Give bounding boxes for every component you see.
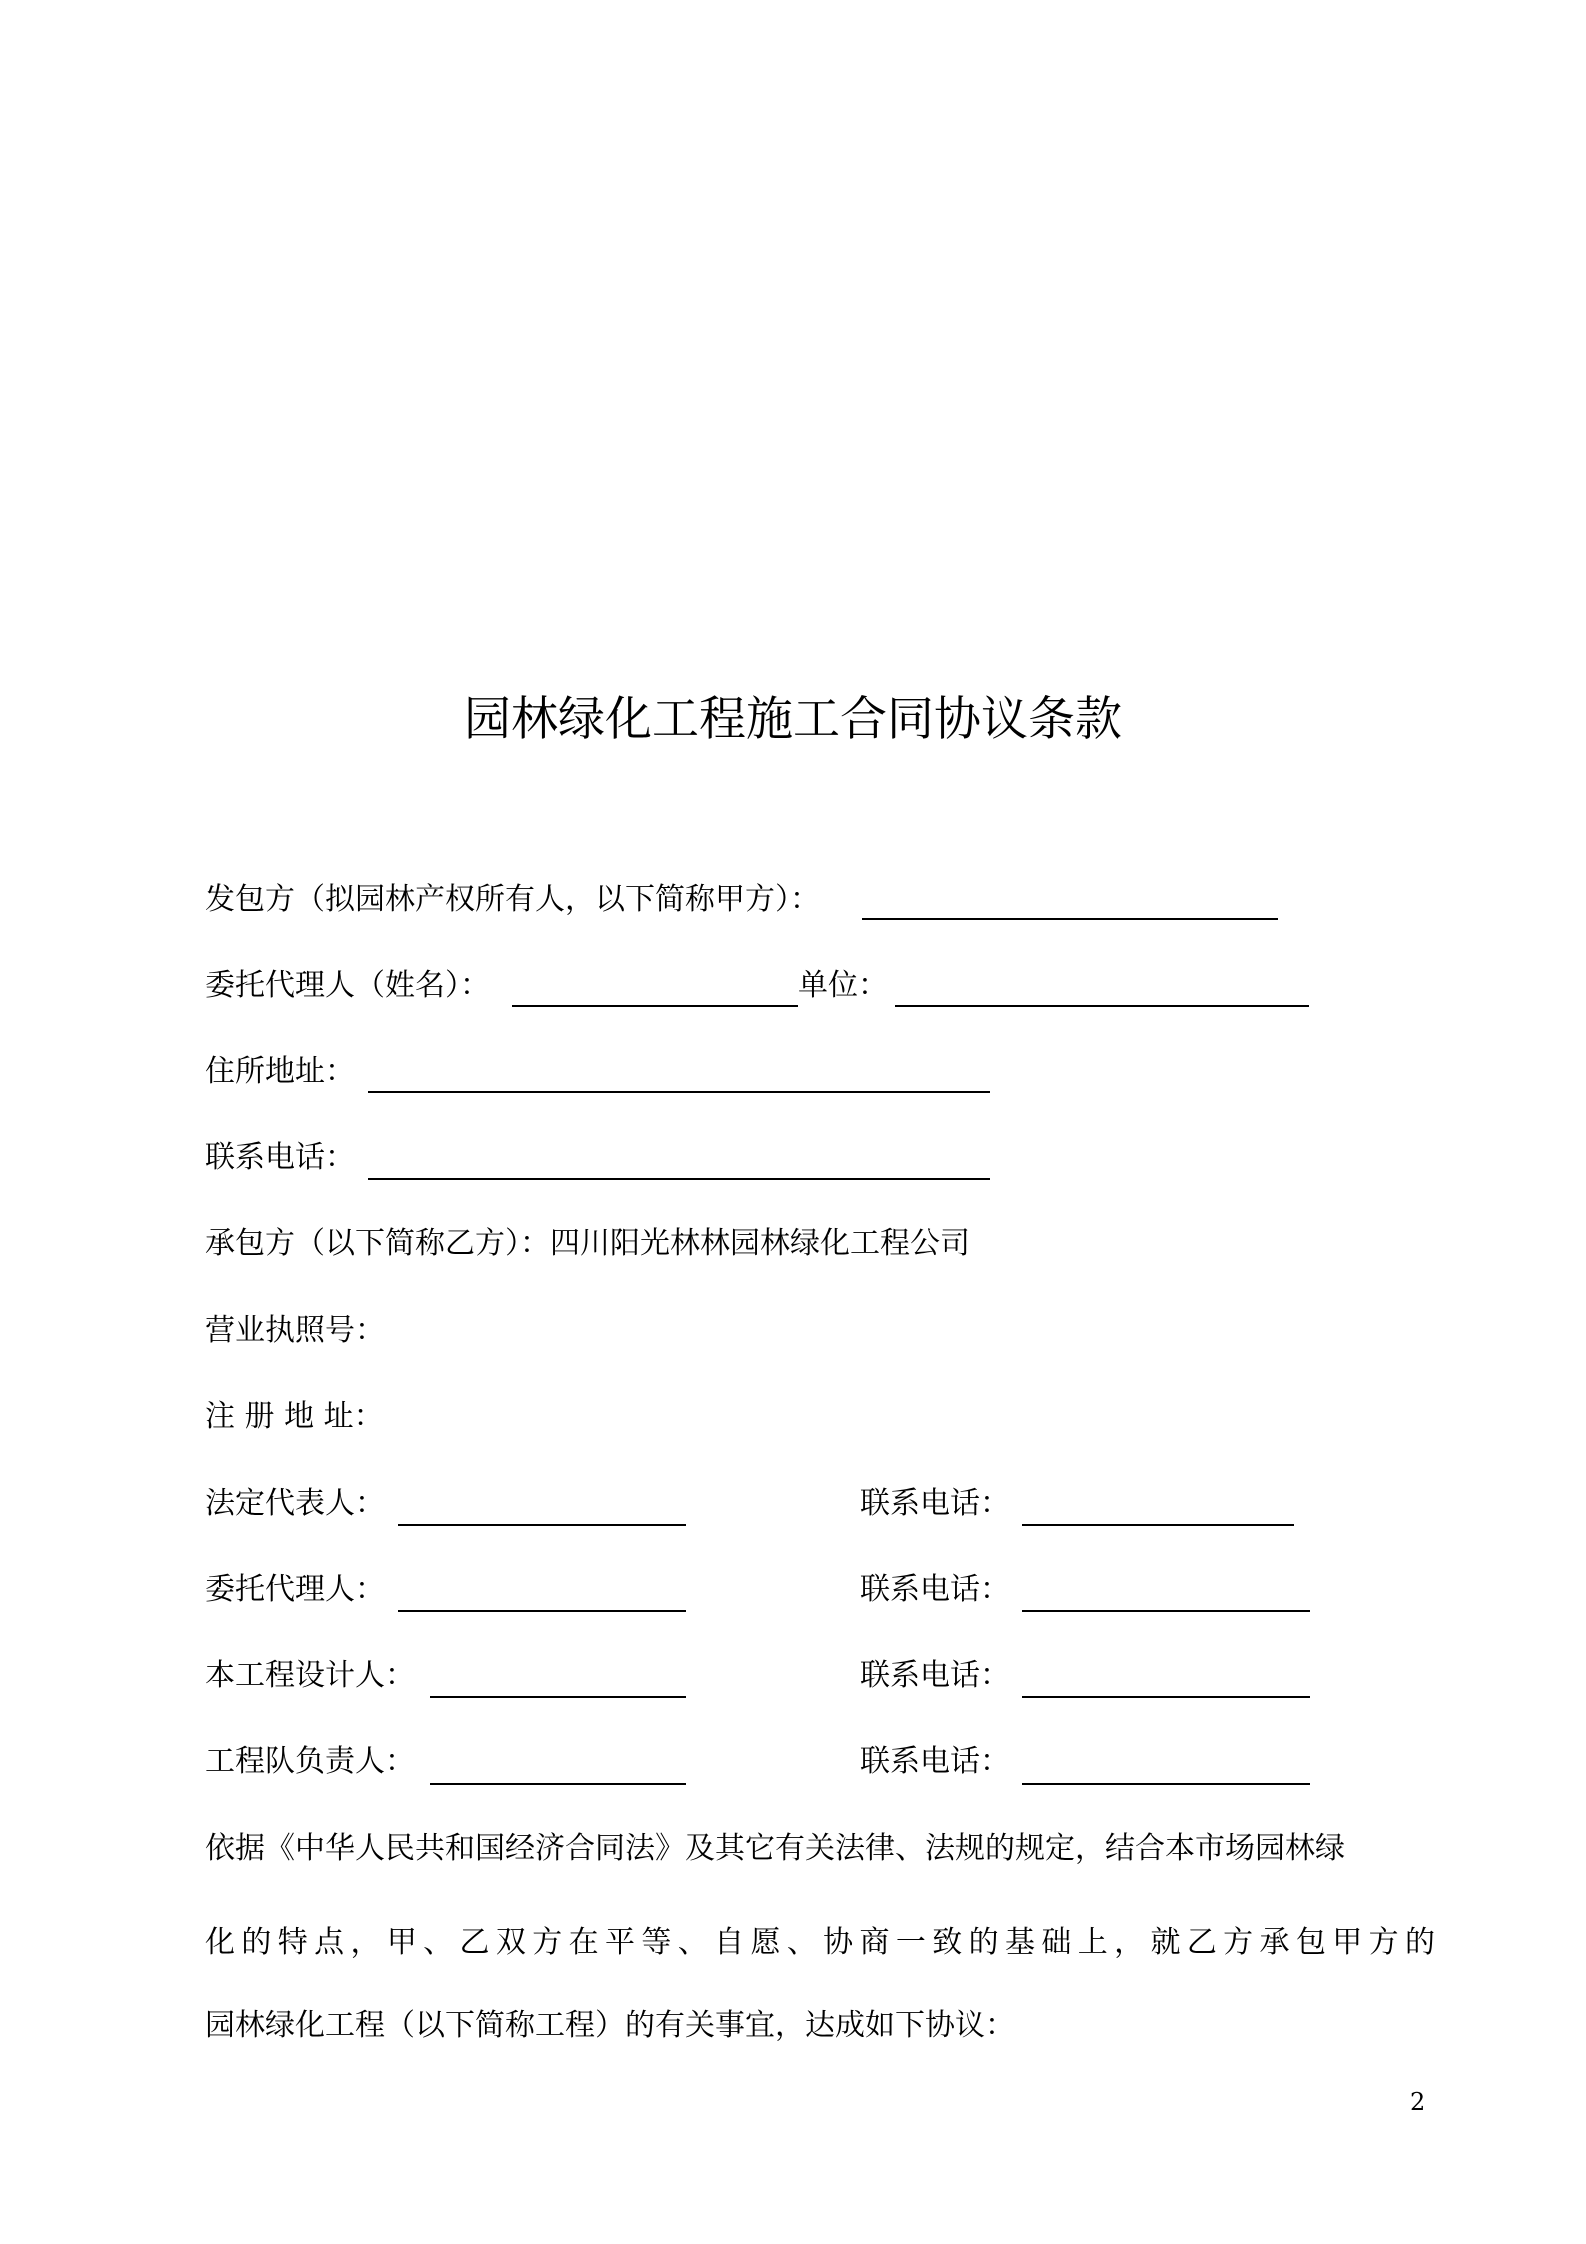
party-a-unit-label: 单位：	[798, 968, 888, 1003]
preamble-line-2: 化的特点，甲、乙双方在平等、自愿、协商一致的基础上，就乙方承包甲方的	[205, 1925, 1435, 1960]
page-number: 2	[1410, 2088, 1426, 2116]
legal-rep-phone-blank	[1022, 1524, 1294, 1526]
preamble-line-1: 依据《中华人民共和国经济合同法》及其它有关法律、法规的规定，结合本市场园林绿	[205, 1831, 1345, 1866]
party-a-label: 发包方（拟园林产权所有人，以下简称甲方）：	[205, 882, 820, 917]
team-leader-blank	[430, 1783, 686, 1785]
party-a-agent-blank	[512, 1005, 798, 1007]
party-a-phone-label: 联系电话：	[205, 1140, 355, 1175]
designer-label: 本工程设计人：	[205, 1658, 415, 1693]
legal-rep-label: 法定代表人：	[205, 1486, 385, 1521]
party-a-agent-label: 委托代理人（姓名）：	[205, 968, 490, 1003]
legal-rep-phone-label: 联系电话：	[860, 1486, 1010, 1521]
team-leader-label: 工程队负责人：	[205, 1744, 415, 1779]
party-b-label: 承包方（以下简称乙方）：四川阳光林林园林绿化工程公司	[205, 1226, 970, 1261]
agent-label: 委托代理人：	[205, 1572, 385, 1607]
agent-blank	[398, 1610, 686, 1612]
agent-phone-blank	[1022, 1610, 1310, 1612]
party-b-reg-address-label: 注 册 地 址：	[205, 1399, 384, 1434]
party-a-blank	[862, 918, 1278, 920]
team-leader-phone-label: 联系电话：	[860, 1744, 1010, 1779]
document-title: 园林绿化工程施工合同协议条款	[464, 692, 1122, 747]
party-b-license-label: 营业执照号：	[205, 1313, 385, 1348]
team-leader-phone-blank	[1022, 1783, 1310, 1785]
designer-phone-label: 联系电话：	[860, 1658, 1010, 1693]
designer-blank	[430, 1696, 686, 1698]
party-a-address-blank	[368, 1091, 990, 1093]
agent-phone-label: 联系电话：	[860, 1572, 1010, 1607]
party-a-unit-blank	[895, 1005, 1309, 1007]
party-a-address-label: 住所地址：	[205, 1054, 355, 1089]
designer-phone-blank	[1022, 1696, 1310, 1698]
preamble-line-3: 园林绿化工程（以下简称工程）的有关事宜，达成如下协议：	[205, 2008, 1015, 2043]
party-a-phone-blank	[368, 1178, 990, 1180]
legal-rep-blank	[398, 1524, 686, 1526]
